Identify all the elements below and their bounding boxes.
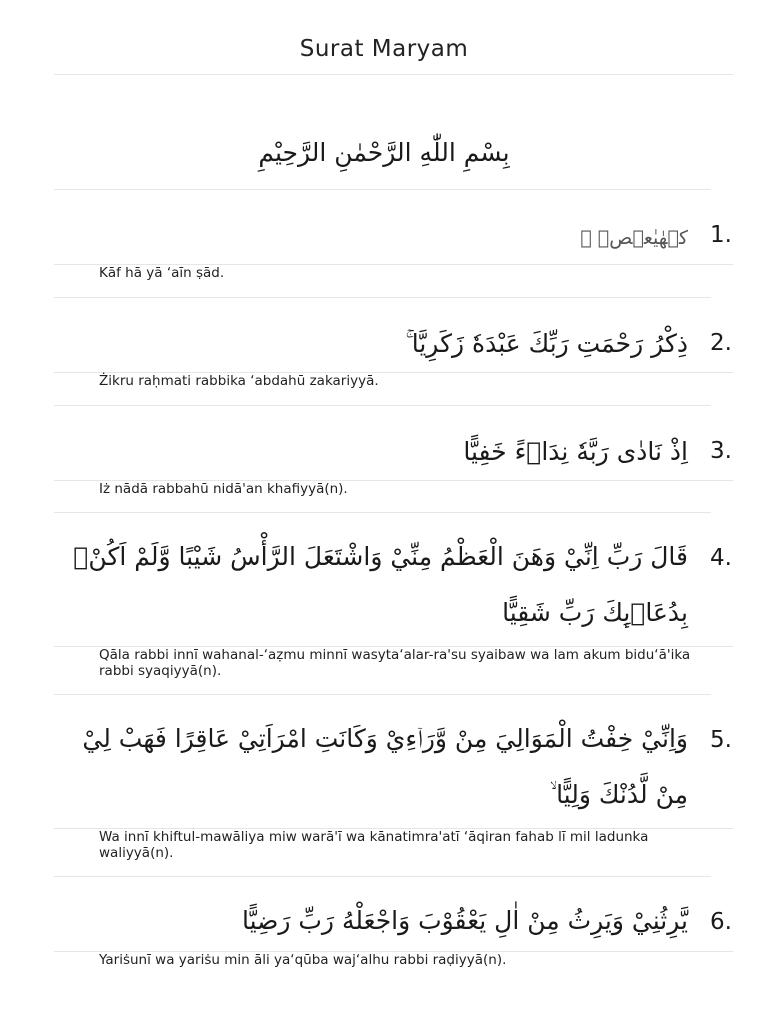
verse-transliteration: Iż nādā rabbahū nidā'an khafiyyā(n). (99, 481, 348, 497)
verse-divider (54, 512, 711, 513)
verse-transliteration: Kāf hā yā ‘aīn ṣād. (99, 265, 225, 281)
verse-divider (54, 297, 711, 298)
verse-3 (0, 428, 768, 518)
verse-transliteration: Qāla rabbi innī wahanal-‘aẓmu minnī wasyta‘alar-ra'su syaibaw wa lam akum bidu‘ā'ika rabbi syaqiyyā(n). (99, 647, 691, 679)
verse-transliteration: Żikru raḥmati rabbika ‘abdahū zakariyyā. (99, 373, 379, 389)
bismillah-divider (54, 189, 711, 190)
verse-arabic: ذِكْرُ رَحْمَتِ رَبِّكَ عَبْدَهٗ زَكَرِيَّا ۚ (405, 329, 688, 358)
verse-6 (0, 899, 768, 979)
page-title: Surat Maryam (299, 36, 469, 62)
verse-arabic: قَالَ رَبِّ اِنِّيْ وَهَنَ الْعَظْمُ مِنِّيْ وَاشْتَعَلَ الرَّأْسُ شَيْبًا وَّلَمْ اَكُنْۢ بِدُعَاۤىِٕكَ رَبِّ شَقِيًّا (73, 542, 688, 627)
verse-transliteration: Wa innī khiftul-mawāliya miw warā'ī wa kānatimra'atī ‘āqiran fahab lī mil ladunka waliyyā(n). (99, 829, 649, 861)
verse-number: 6. (710, 909, 732, 935)
verse-transliteration: Yariṡunī wa yariṡu min āli ya‘qūba waj‘alhu rabbi raḍiyyā(n). (99, 952, 507, 968)
verse-number: 2. (710, 330, 732, 356)
verse-number: 1. (710, 222, 732, 248)
verse-number: 4. (710, 545, 732, 571)
verse-4 (0, 535, 768, 685)
verse-divider (54, 694, 711, 695)
verse-arabic: اِذْ نَادٰى رَبَّهٗ نِدَاۤءً خَفِيًّا (463, 437, 688, 466)
verse-1 (0, 212, 768, 302)
verse-divider (54, 405, 711, 406)
title-divider (54, 74, 733, 75)
verse-5 (0, 717, 768, 867)
verse-arabic: كۤهٰيٰعۤصۤ ۚ (580, 227, 688, 249)
verse-number: 3. (710, 438, 732, 464)
verse-divider (54, 876, 711, 877)
verse-2 (0, 320, 768, 410)
verse-number: 5. (710, 727, 732, 753)
bismillah-text: بِسْمِ اللّٰهِ الرَّحْمٰنِ الرَّحِيْمِ (258, 138, 510, 167)
verse-arabic: يَّرِثُنِيْ وَيَرِثُ مِنْ اٰلِ يَعْقُوْبَ وَاجْعَلْهُ رَبِّ رَضِيًّا (241, 906, 688, 935)
verse-arabic: وَاِنِّيْ خِفْتُ الْمَوَالِيَ مِنْ وَّرَاۤءِيْ وَكَانَتِ امْرَاَتِيْ عَاقِرًا فَهَبْ لِيْ مِنْ لَّدُنْكَ وَلِيًّا ۙ (82, 724, 688, 809)
